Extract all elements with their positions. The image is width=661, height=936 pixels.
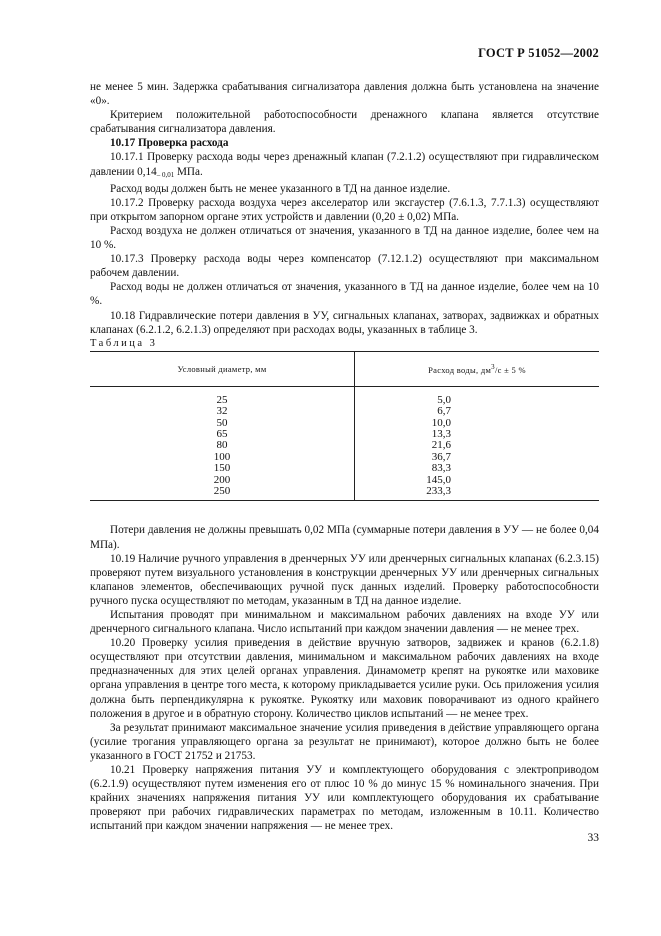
page-number: 33 <box>587 832 599 844</box>
paragraph: Испытания проводят при минимальном и максимальном рабочих давлениях на входе УУ или дренчерного сигнального клапана. Число испытаний при каждом значении давления — не менее трех. <box>90 609 599 636</box>
table-row <box>90 486 599 501</box>
table-row <box>90 463 599 474</box>
table-row <box>90 440 599 451</box>
table-caption: Таблица 3 <box>90 337 158 349</box>
section-heading: 10.17 Проверка расхода <box>110 137 229 150</box>
cell-flow-rate: 13,3 <box>431 428 451 440</box>
paragraph-text: МПа. <box>174 165 203 178</box>
paragraph: 10.21 Проверку напряжения питания УУ и комплектующего оборудования с электроприводом (6.2.1.9) осуществляют путем изменения его от плюс 10 % до минус 15 % номинального значения. При крайних значениях напряжения питания УУ или комплектующего оборудования их срабатывание проверяют при рабочих гидравлических параметрах по методам, изложенным в 10.11. Количество испытаний при каждом значении напряжения — не менее трех. <box>90 764 599 833</box>
paragraph-10-17-1 <box>90 150 599 181</box>
cell-flow-rate: 36,7 <box>431 450 451 463</box>
table-header-diameter: Условный диаметр, мм <box>90 351 355 386</box>
paragraph: не менее 5 мин. Задержка срабатывания сигнализатора давления должна быть установлена на значение «0». <box>90 81 599 108</box>
paragraph: За результат принимают максимальное значение усилия приведения в действие управляющего органа (усилие трогания управляющего органа за результат не принимают), которое должно быть не более указанного в ГОСТ 21752 и 21753. <box>90 721 599 762</box>
cell-diameter: 25 <box>90 386 355 406</box>
paragraph: 10.17.2 Проверку расхода воздуха через акселератор или эксгаустер (7.6.1.3, 7.7.1.3) осуществляют при открытом запорном органе этих устройств и давлении (0,20 ± 0,02) МПа. <box>90 196 599 223</box>
table-header-flow <box>355 351 600 386</box>
paragraph-text: 10.17.1 Проверку расхода воды через дренажный клапан (7.2.1.2) осуществляют при гидравлическом давлении 0,14 <box>90 151 599 178</box>
cell-diameter: 100 <box>90 452 355 463</box>
table-row <box>90 418 599 429</box>
cell-diameter: 80 <box>90 440 355 451</box>
flow-rate-table <box>90 351 599 502</box>
cell-flow-rate: 233,3 <box>355 486 600 501</box>
table-row <box>90 386 599 406</box>
paragraph: 10.17.3 Проверку расхода воды через компенсатор (7.12.1.2) осуществляют при максимальном рабочем давлении. <box>90 253 599 280</box>
table-row <box>90 429 599 440</box>
body-text <box>90 80 599 834</box>
paragraph: Потери давления не должны превышать 0,02 МПа (суммарные потери давления в УУ — не более 0,04 МПа). <box>90 524 599 551</box>
cell-diameter: 150 <box>90 463 355 474</box>
header-text: Расход воды, дм <box>428 365 492 376</box>
cell-flow-rate: 5,0 <box>437 393 451 406</box>
header-superscript: 3 <box>491 363 495 372</box>
paragraph: Критерием положительной работоспособности дренажного клапана является отсутствие срабатывания сигнализатора давления. <box>90 109 599 136</box>
cell-diameter: 250 <box>90 486 355 501</box>
header-text: /с ± 5 % <box>494 365 526 376</box>
cell-flow-rate: 6,7 <box>437 405 451 418</box>
table-row <box>90 475 599 486</box>
standard-header: ГОСТ Р 51052—2002 <box>478 46 599 60</box>
table-row <box>90 452 599 463</box>
tolerance-subscript: – 0,01 <box>156 170 175 179</box>
cell-flow-rate: 10,0 <box>431 416 451 429</box>
cell-diameter: 200 <box>90 475 355 486</box>
cell-flow-rate: 145,0 <box>426 473 451 486</box>
paragraph: 10.18 Гидравлические потери давления в УУ, сигнальных клапанах, затворах, задвижках и обратных клапанах (6.2.1.2, 6.2.1.3) определяют при расходах воды, указанных в таблице 3. <box>90 309 599 336</box>
paragraph: Расход воды должен быть не менее указанного в ТД на данное изделие. <box>110 182 451 195</box>
table-row <box>90 406 599 417</box>
cell-flow-rate: 21,6 <box>431 439 451 452</box>
paragraph: 10.20 Проверку усилия приведения в действие вручную затворов, задвижек и кранов (6.2.1.8) осуществляют при отсутствии давления, минимальном и максимальном рабочих давлениях на входе предназначенных для этих целей органах управления. Динамометр крепят на рукоятке или маховике органа управления в центре того места, к которому прикладывается усилие руки. Ось приложения усилия должна быть перпендикулярна к рукоятке. Рукоятку или маховик поворачивают из одного крайнего положения в другое и в обратную сторону. Количество циклов испытаний — не менее трех. <box>90 637 599 720</box>
paragraph: Расход воды не должен отличаться от значения, указанного в ТД на данное изделие, более чем на 10 %. <box>90 281 599 308</box>
paragraph: Расход воздуха не должен отличаться от значения, указанного в ТД на данное изделие, более чем на 10 %. <box>90 224 599 252</box>
cell-diameter: 65 <box>90 429 355 440</box>
cell-diameter: 32 <box>90 406 355 417</box>
cell-flow-rate: 83,3 <box>431 462 451 475</box>
paragraph: 10.19 Наличие ручного управления в дренчерных УУ или дренчерных сигнальных клапанах (6.2.3.15) проверяют путем визуального установления в конструкции дренчерных УУ или дренчерных сигнальных клапанов элементов, обеспечивающих ручной пуск данных изделий. Проверку работоспособности ручного пуска осуществляют по методам, указанным в ТД на данное изделие. <box>90 552 599 607</box>
cell-diameter: 50 <box>90 418 355 429</box>
